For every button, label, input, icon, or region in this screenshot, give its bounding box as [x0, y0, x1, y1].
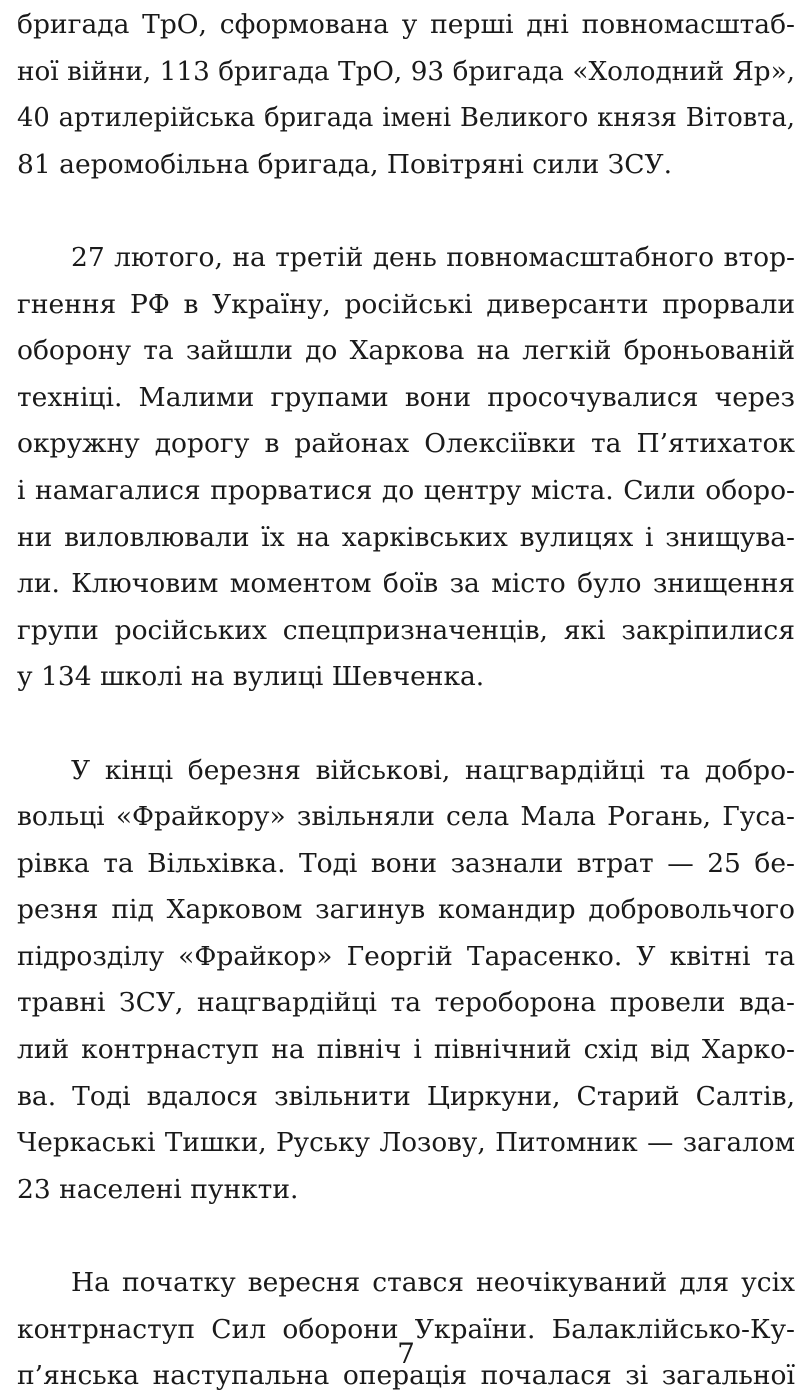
paragraph-gap	[17, 1213, 795, 1260]
paragraph-3	[17, 748, 795, 1214]
text-line: У кінці березня військові, нацгвардійці та добро-	[71, 754, 795, 786]
text-line: бригада ТрО, сформована у перші дні повномасштаб-	[17, 9, 795, 40]
text-line: і намагалися прорватися до центру міста. Сили оборо-	[17, 474, 795, 506]
paragraph-gap	[17, 188, 795, 235]
text-line: оборону та зайшли до Харкова на легкій броньованій	[17, 335, 795, 367]
text-line: вольці «Фрайкору» звільняли села Мала Рогань, Гуса-	[17, 801, 795, 833]
paragraph-2	[17, 235, 795, 701]
text-line: 81 аеромобільна бригада, Повітряні сили ЗСУ.	[17, 148, 673, 180]
page-number: 7	[397, 1337, 415, 1370]
paragraph-1	[17, 2, 795, 188]
text-line: групи російських спецпризначенців, які закріпилися	[17, 614, 795, 646]
text-line: ва. Тоді вдалося звільнити Циркуни, Старий Салтів,	[17, 1080, 795, 1112]
text-line: лий контрнаступ на північ і північний схід від Харко-	[17, 1034, 795, 1066]
text-line: 40 артилерійська бригада імені Великого князя Вітовта,	[17, 103, 795, 134]
text-line: ної війни, 113 бригада ТрО, 93 бригада «Холодний Яр»,	[17, 56, 795, 87]
text-line: контрнаступ Сил оборони України. Балаклійсько-Ку-	[17, 1313, 795, 1345]
text-line: ни виловлювали їх на харківських вулицях і знищува-	[17, 521, 795, 553]
paragraph-gap	[17, 701, 795, 748]
text-line: підрозділу «Фрайкор» Георгій Тарасенко. У квітні та	[17, 940, 795, 972]
text-line: 27 лютого, на третій день повномасштабного втор-	[71, 241, 795, 273]
text-line: резня під Харковом загинув командир добровольчого	[17, 894, 795, 926]
text-line: окружну дорогу в районах Олексіївки та П’ятихаток	[17, 428, 795, 460]
page-body	[17, 2, 795, 1400]
text-line: На початку вересня стався неочікуваний для усіх	[71, 1267, 795, 1299]
text-line: гнення РФ в Україну, російські диверсанти прорвали	[17, 288, 795, 320]
text-line: ли. Ключовим моментом боїв за місто було знищення	[17, 568, 795, 600]
text-line: техніці. Малими групами вони просочувалися через	[17, 381, 795, 413]
text-line: Черкаські Тишки, Руську Лозову, Питомник — загалом	[17, 1128, 795, 1159]
text-line: травні ЗСУ, нацгвардійці та тероборона провели вда-	[17, 987, 795, 1019]
text-line: рівка та Вільхівка. Тоді вони зазнали втрат — 25 бе-	[17, 847, 795, 879]
text-line: у 134 школі на вулиці Шевченка.	[17, 661, 485, 693]
paragraph-4	[17, 1260, 795, 1400]
text-line: 23 населені пункти.	[17, 1173, 299, 1205]
text-line: п’янська наступальна операція почалася зі загальної	[17, 1360, 795, 1392]
